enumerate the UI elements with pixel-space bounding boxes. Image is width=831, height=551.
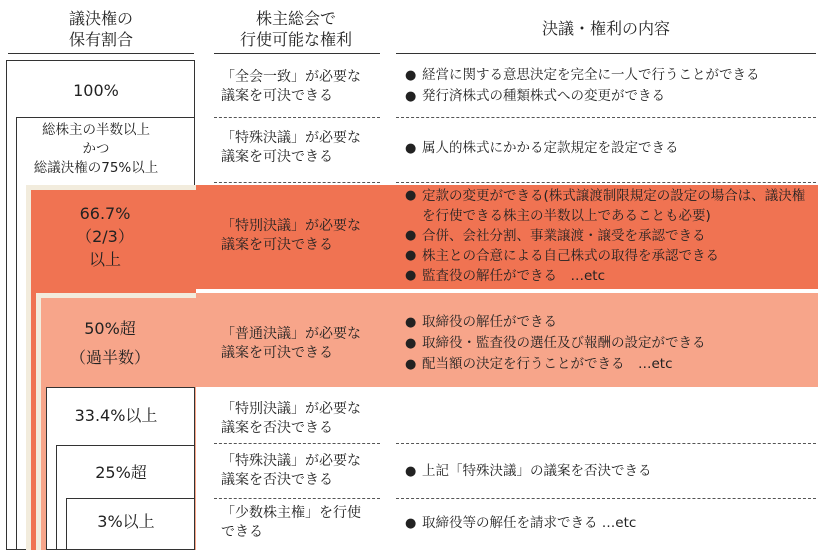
header-resolution-content: 決議・権利の内容 (541, 19, 670, 38)
right-special-veto-line2: 議案を否決できる (221, 420, 333, 436)
bullet-icon: ● (405, 248, 417, 263)
right-special-veto-line1: 「特別決議」が必要な (221, 401, 361, 417)
content-ordinary-resolution (404, 312, 814, 375)
ratio-50-line2: （過半数） (69, 348, 150, 367)
content-special-majority (404, 138, 814, 159)
ratio-50 (40, 314, 180, 372)
right-special-majority-veto-line1: 「特殊決議」が必要な (221, 453, 361, 469)
ratio-75-line2: かつ (82, 141, 110, 157)
ratio-50-line1: 50%超 (84, 319, 136, 338)
bullet-icon: ● (405, 141, 417, 156)
right-minority-shareholder-line2: できる (221, 524, 263, 540)
row-divider-5b (396, 443, 816, 444)
bullet-icon: ● (405, 315, 417, 330)
right-special-resolution-line2: 議案を可決できる (221, 237, 333, 253)
header-exercisable-rights-line1: 株主総会で (255, 9, 336, 28)
content-special-majority-veto (404, 461, 814, 482)
right-special-veto (221, 400, 381, 438)
list-item: ● 上記「特殊決議」の議案を否決できる (404, 461, 814, 482)
ratio-75 (16, 121, 176, 178)
list-item: ● 取締役の解任ができる (404, 312, 814, 333)
content-unanimous (404, 65, 814, 107)
right-special-majority (221, 129, 381, 167)
row-divider-6b (396, 498, 816, 499)
bullet-icon: ● (405, 336, 417, 351)
header-ownership-ratio (8, 8, 194, 50)
ratio-25-text: 25%超 (95, 463, 147, 482)
ratio-75-line3: 総議決権の75%以上 (33, 160, 159, 176)
ratio-33-4-text: 33.4%以上 (74, 406, 158, 425)
bullet-icon: ● (405, 464, 417, 479)
bullet-icon: ● (405, 188, 417, 203)
ratio-100-text: 100% (73, 81, 119, 100)
list-item: ● 経営に関する意思決定を完全に一人で行うことができる (404, 65, 814, 86)
list-item: ● 株主との合意による自己株式の取得を承認できる (405, 248, 719, 264)
bullet-icon: ● (405, 268, 417, 283)
right-special-majority-veto (221, 452, 381, 490)
header-ownership-ratio-line1: 議決権の (68, 9, 133, 28)
right-unanimous (221, 68, 381, 106)
bullet-icon: ● (405, 516, 417, 531)
ratio-33-4 (46, 405, 186, 427)
ratio-66-7-line3: 以上 (88, 250, 121, 269)
header-exercisable-rights-line2: 行使可能な権利 (239, 30, 352, 49)
list-item: ● 監査役の解任ができる …etc (405, 268, 606, 284)
list-item: ● 属人的株式にかかる定款規定を設定できる (404, 138, 814, 159)
row-divider-1b (396, 117, 816, 118)
right-minority-shareholder (221, 504, 381, 542)
header-underline-1 (8, 53, 194, 54)
list-item: ● 定款の変更ができる(株式譲渡制限規定の設定の場合は、議決権を行使できる株主の半数以上であることも必要) (405, 188, 806, 224)
header-exercisable-rights (212, 8, 380, 50)
right-unanimous-line1: 「全会一致」が必要な (221, 69, 361, 85)
header-underline-2 (214, 53, 380, 54)
ratio-66-7-line1: 66.7% (79, 204, 131, 223)
ratio-25 (56, 462, 186, 484)
row-divider-6 (214, 498, 380, 499)
bullet-icon: ● (405, 89, 417, 104)
bullet-icon: ● (405, 68, 417, 83)
header-underline-3 (396, 53, 816, 54)
ratio-66-7 (30, 202, 180, 271)
content-minority-shareholder (404, 513, 814, 534)
list-item: ● 取締役等の解任を請求できる …etc (404, 513, 814, 534)
right-special-majority-line1: 「特殊決議」が必要な (221, 130, 361, 146)
row-divider-5 (214, 443, 380, 444)
ratio-66-7-line2: （2/3） (76, 227, 134, 246)
right-special-majority-veto-line2: 議案を否決できる (221, 472, 333, 488)
bullet-icon: ● (405, 357, 417, 372)
content-special-resolution (404, 186, 814, 286)
right-special-majority-line2: 議案を可決できる (221, 149, 333, 165)
list-item: ● 合併、会社分割、事業譲渡・譲受を承認できる (405, 228, 706, 244)
ratio-75-line1: 総株主の半数以上 (42, 122, 150, 138)
right-special-resolution (221, 217, 381, 255)
right-unanimous-line2: 議案を可決できる (221, 88, 333, 104)
row-divider-2b (396, 182, 816, 183)
ratio-3 (66, 511, 186, 533)
right-ordinary-resolution (221, 325, 381, 363)
right-minority-shareholder-line1: 「少数株主権」を行使 (221, 505, 361, 521)
ratio-3-text: 3%以上 (97, 512, 155, 531)
right-ordinary-resolution-line2: 議案を可決できる (221, 345, 333, 361)
right-special-resolution-line1: 「特別決議」が必要な (221, 218, 361, 234)
right-ordinary-resolution-line1: 「普通決議」が必要な (221, 326, 361, 342)
row-divider-1 (214, 117, 380, 118)
ratio-100 (6, 80, 186, 102)
header-ownership-ratio-line2: 保有割合 (68, 30, 133, 49)
list-item: ● 発行済株式の種類株式への変更ができる (404, 86, 814, 107)
row-divider-2 (214, 182, 380, 183)
list-item: ● 配当額の決定を行うことができる …etc (404, 354, 814, 375)
list-item: ● 取締役・監査役の選任及び報酬の設定ができる (404, 333, 814, 354)
bullet-icon: ● (405, 228, 417, 243)
